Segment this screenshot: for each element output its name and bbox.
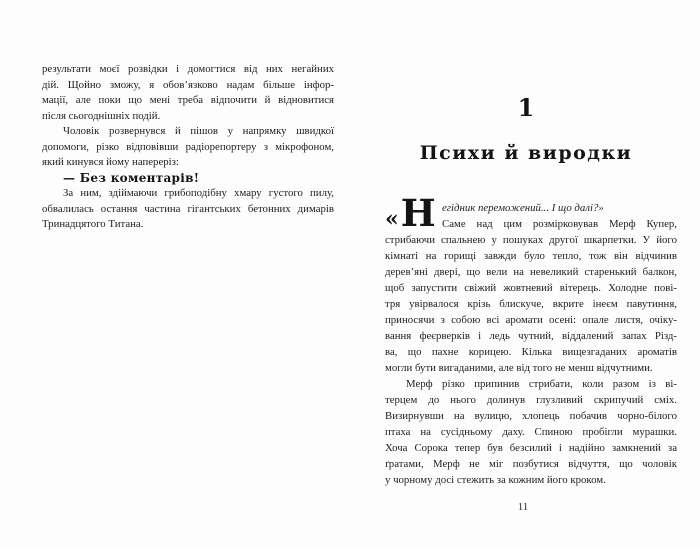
opening-quote-line: егідник переможений... І що далі?» (442, 202, 604, 214)
text-line: допомоги, різко відповівши радіорепортеру з мікрофоном, (42, 140, 334, 153)
page-number: 11 (517, 501, 529, 513)
dialogue-line: — Без коментарів! (63, 170, 200, 185)
text-line: приносячи з собою всі аромати осені: опале листя, очіку- (385, 314, 677, 326)
text-line: щоб запустити свіжий жовтневий вітерець. Холодне пові- (385, 282, 677, 294)
text-line: дій. Щойно зможу, я обов’язково надам більше інфор- (42, 78, 334, 91)
text-line: ґратами, Мерф не міг позбутися відчуття, що чоловік (385, 458, 677, 470)
text-line: вання феєрверків і ледь чутний, віддалений запах Різд- (385, 330, 677, 342)
text-line: Саме над цим розмірковував Мерф Купер, (442, 218, 677, 230)
dropcap-letter: Н (400, 191, 436, 235)
text-line: Мерф різко припинив стрибати, коли разом із ві- (406, 378, 677, 390)
text-line: птаха на сусідньому даху. Спиною пробігли мурашки. (385, 426, 677, 438)
text-line: кімнаті на горищі завжди було тепло, тож він відчинив (385, 250, 677, 262)
text-line: терцем до нього долинув глузливий скрипучий сміх. (385, 394, 677, 406)
right-page (385, 191, 677, 488)
text-line: після сьогоднішніх подій. (42, 109, 161, 122)
text-line: стрибаючи спальнею у пошуках другої шкарпетки. У його (385, 234, 677, 246)
text-line: Хоча Сорока тепер був безсилий і надійно замкнений за (385, 442, 677, 454)
text-line: тря увірвалося крізь блискуче, вкрите інеєм павутиння, (385, 298, 677, 310)
text-line: мації, але поки що мені треба відпочити й відновитися (42, 94, 334, 106)
chapter-number: 1 (517, 93, 535, 122)
left-page (42, 62, 334, 233)
text-line: Тринадцятого Титана. (42, 218, 144, 230)
text-line: результати моєї розвідки і домогтися від них негайних (42, 63, 334, 75)
chapter-title: Психи й виродки (419, 142, 633, 164)
text-line: ва, що пахне корицею. Кілька вищезгаданих ароматів (385, 346, 677, 358)
text-line: у чорному досі стежить за кожним його кроком. (385, 474, 606, 486)
text-line: дерев’яні двері, що вели на невеликий старенький балкон, (385, 266, 677, 278)
text-line: За ним, здіймаючи грибоподібну хмару густого пилу, (63, 187, 334, 199)
open-quote-mark: « (385, 206, 399, 232)
text-line: могли бути вигаданими, але від того не менш відчутними. (385, 362, 653, 374)
text-line: обвалилась остання частина гігантських бетонних димарів (42, 202, 334, 215)
text-line: Визирнувши на вулицю, хлопець побачив чорно-білого (385, 410, 677, 422)
text-line: який кинувся йому напереріз: (42, 156, 179, 168)
text-line: Чоловік розвернувся й пішов у напрямку швидкої (63, 125, 334, 137)
dropcap (385, 191, 436, 235)
